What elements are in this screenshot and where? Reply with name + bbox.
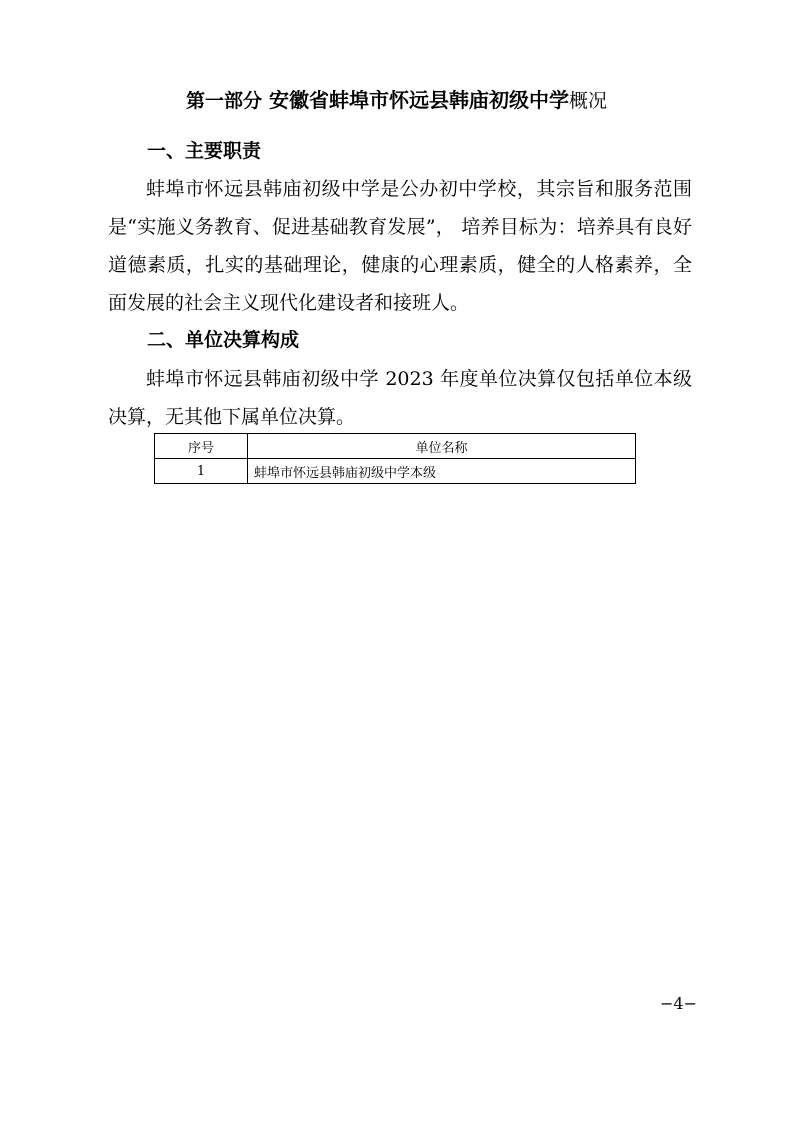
cell-serial-number: 1 — [155, 459, 248, 484]
unit-table — [154, 433, 636, 484]
header-serial-number: 序号 — [155, 434, 248, 459]
section-heading-composition: 二、单位决算构成 — [147, 329, 300, 351]
paragraph-duties: 蚌埠市怀远县韩庙初级中学是公办初中学校，其宗旨和服务范围是“实施义务教育、促进基础教育发展”， 培养目标为：培养具有良好道德素质，扎实的基础理论，健康的心理素质，健全的人格素养，全面发展的社会主义现代化建设者和接班人。 — [108, 178, 692, 314]
title-tail: 概况 — [568, 90, 607, 112]
title-part: 第一部分 — [186, 90, 263, 112]
page-title — [0, 85, 793, 116]
header-unit-name: 单位名称 — [248, 434, 636, 459]
section-heading-duties: 一、主要职责 — [147, 140, 262, 162]
paragraph-composition: 蚌埠市怀远县韩庙初级中学 2023 年度单位决算仅包括单位本级决算，无其他下属单位决算。 — [108, 368, 692, 428]
table-row — [155, 459, 636, 484]
table-header-row — [155, 434, 636, 459]
title-main: 安徽省蚌埠市怀远县韩庙初级中学 — [268, 88, 569, 112]
page-number: −4− — [660, 994, 697, 1013]
cell-unit-name: 蚌埠市怀远县韩庙初级中学本级 — [248, 459, 636, 484]
